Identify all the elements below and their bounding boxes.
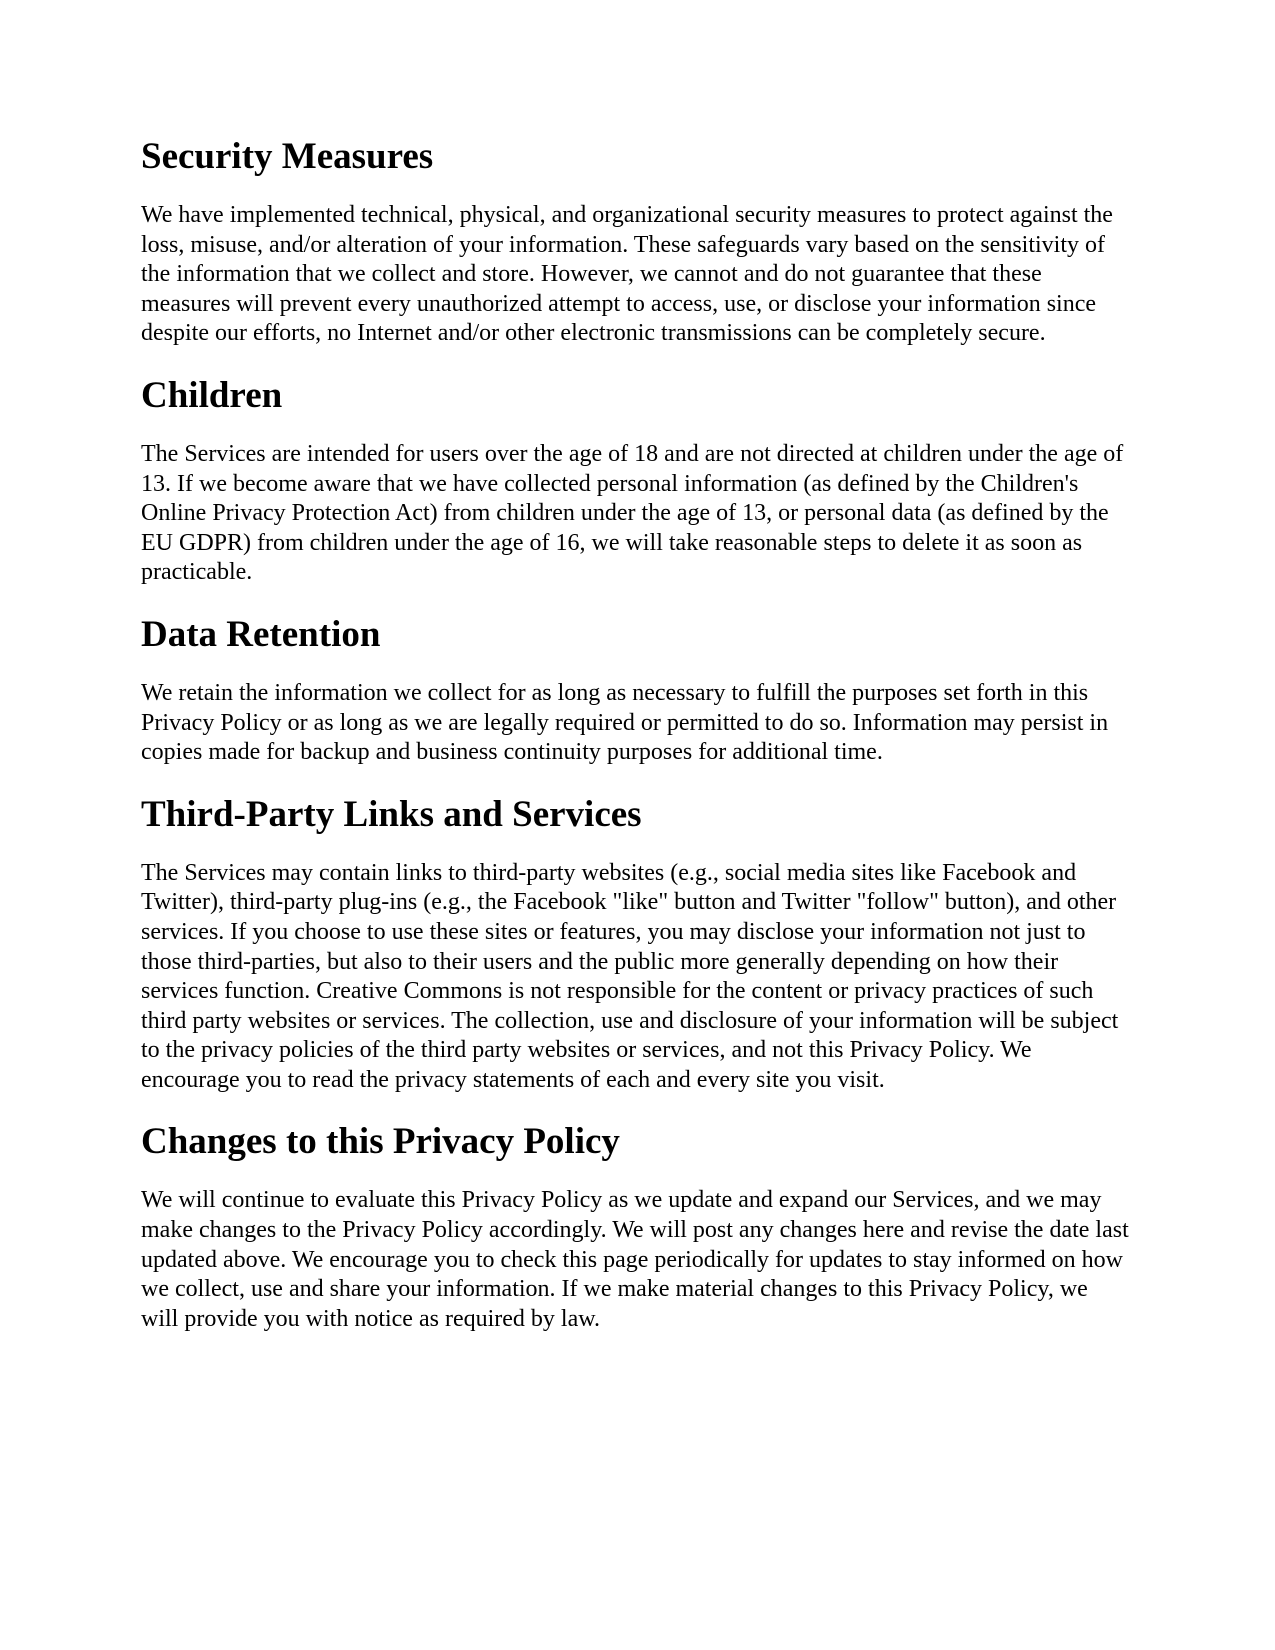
section-heading: Third-Party Links and Services — [141, 793, 642, 835]
section-paragraph: We retain the information we collect for as long as necessary to fulfill the purposes set forth in this Privacy Policy or as long as we are legally required or permitted to do so. Information may persist in copies made for backup and business continuity purposes for additional time. — [141, 679, 1109, 766]
section-heading: Children — [141, 374, 283, 416]
section-third-party-links — [141, 793, 1125, 1096]
section-paragraph: We will continue to evaluate this Privacy Policy as we update and expand our Services, and we may make changes to the Privacy Policy accordingly. We will post any changes here and revise the date last updated above. We encourage you to check this page periodically for updates to stay informed on how we collect, use and share your information. If we make material changes to this Privacy Policy, we will provide you with notice as required by law. — [141, 1187, 1129, 1332]
section-heading: Changes to this Privacy Policy — [141, 1121, 620, 1163]
section-heading: Data Retention — [141, 613, 381, 655]
section-data-retention — [141, 613, 1125, 768]
section-heading: Security Measures — [141, 136, 434, 177]
section-children — [141, 374, 1125, 588]
section-paragraph: We have implemented technical, physical, and organizational security measures to protect against the loss, misuse, and/or alteration of your information. These safeguards vary based on the sensitivity of the information that we collect and store. However, we cannot and do not guarantee that these measures will prevent every unauthorized attempt to access, use, or disclose your information since despite our efforts, no Internet and/or other electronic transmissions can be completely secure. — [141, 202, 1113, 347]
section-paragraph: The Services are intended for users over the age of 18 and are not directed at children under the age of 13. If we become aware that we have collected personal information (as defined by the Children's Online Privacy Protection Act) from children under the age of 13, or personal data (as defined by the EU GDPR) from children under the age of 16, we will take reasonable steps to delete it as soon as practicable. — [141, 440, 1124, 586]
section-policy-changes — [141, 1120, 1129, 1334]
section-paragraph: The Services may contain links to third-party websites (e.g., social media sites like Facebook and Twitter), third-party plug-ins (e.g., the Facebook "like" button and Twitter "follow" button), and other services. If you choose to use these sites or features, you may disclose your information not just to those third-parties, but also to their users and the public more generally depending on how their services function. Creative Commons is not responsible for the content or privacy practices of such third party websites or services. The collection, use and disclosure of your information will be subject to the privacy policies of the third party websites or services, and not this Privacy Policy. We encourage you to read the privacy statements of each and every site you visit. — [141, 859, 1119, 1093]
section-security-measures — [141, 135, 1125, 349]
